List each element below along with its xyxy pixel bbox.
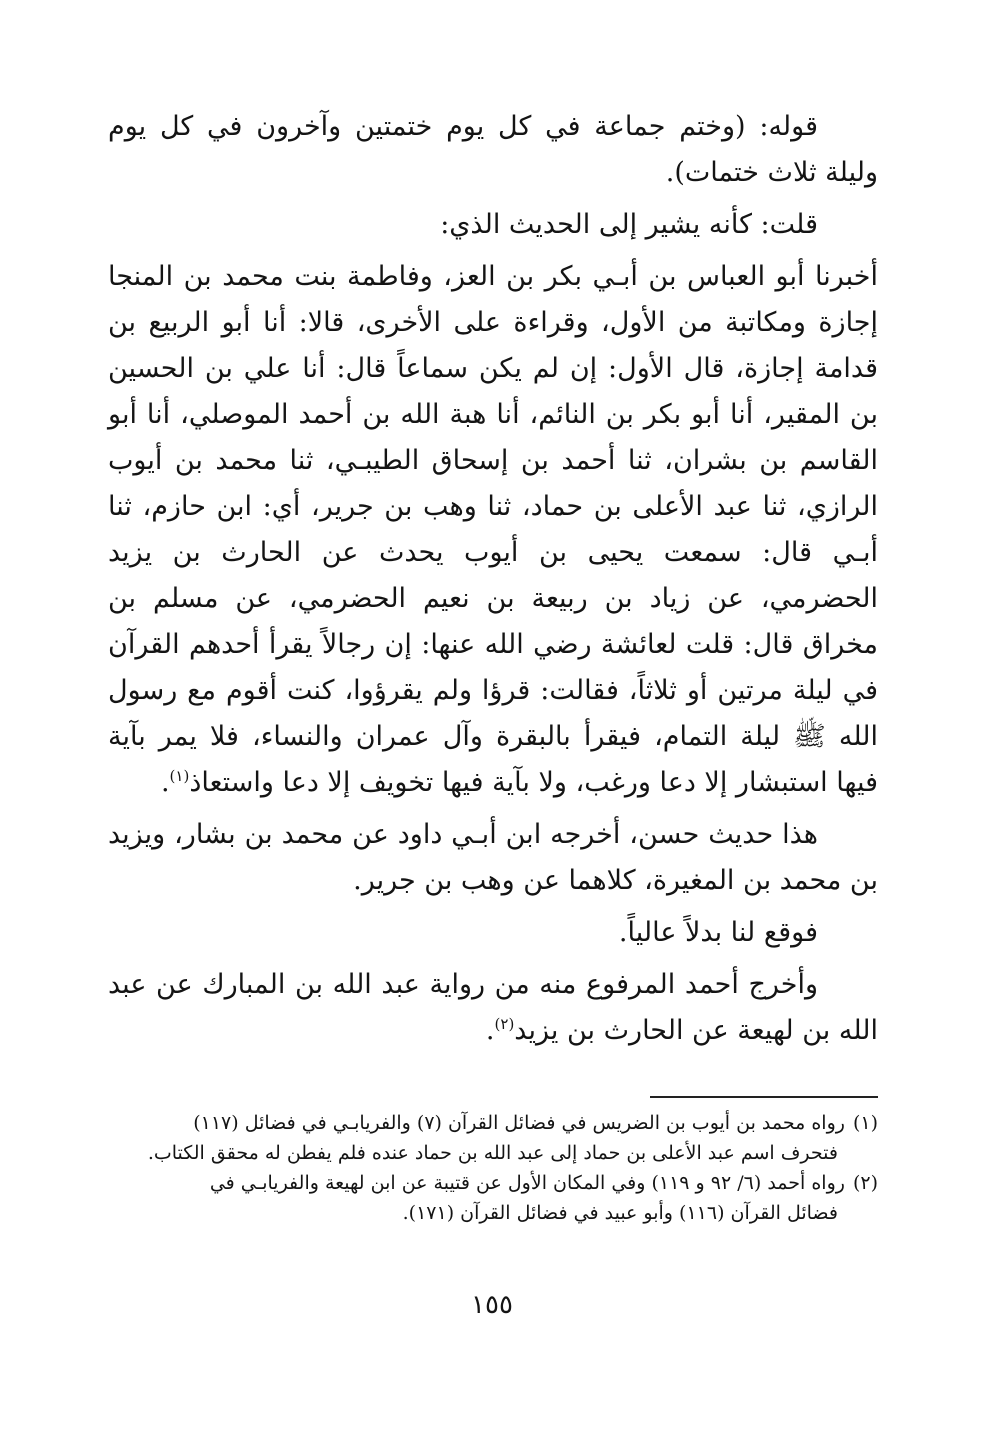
paragraph-text: وأخرج أحمد المرفوع منه من رواية عبد الله بن المبارك عن عبد الله بن لهيعة عن الحارث بن يزيد xyxy=(108,969,878,1046)
paragraph-text: هذا حديث حسن، أخرجه ابن أبـي داود عن محمد بن بشار، ويزيد بن محمد بن المغيرة، كلاهما عن وهب بن جرير. xyxy=(108,819,878,896)
paragraph-comment xyxy=(108,202,878,248)
footnote-2 xyxy=(108,1168,878,1228)
main-text xyxy=(108,104,878,1054)
footnote-divider xyxy=(650,1096,878,1098)
paragraph-quote xyxy=(108,104,878,196)
footnote-continuation: فضائل القرآن (١١٦) وأبو عبيد في فضائل القرآن (١٧١). xyxy=(402,1202,838,1224)
footnote-number: (١) xyxy=(852,1112,878,1134)
page-number: ١٥٥ xyxy=(471,1290,513,1320)
footnote-ref: (١) xyxy=(169,767,190,785)
footnotes xyxy=(108,1108,878,1228)
paragraph-ahmad xyxy=(108,962,878,1054)
paragraph-text: قوله: (وختم جماعة في كل يوم ختمتين وآخرون في كل يوم وليلة ثلاث ختمات). xyxy=(108,111,878,188)
paragraph-badal xyxy=(108,910,878,956)
footnote-ref: (٢) xyxy=(494,1015,515,1033)
paragraph-tail: . xyxy=(160,767,170,798)
footnote-number: (٢) xyxy=(852,1172,878,1194)
footnote-1 xyxy=(108,1108,878,1168)
paragraph-text: فوقع لنا بدلاً عالياً. xyxy=(618,917,818,948)
footnote-text: رواه محمد بن أيوب بن الضريس في فضائل القرآن (٧) والفريابـي في فضائل (١١٧) xyxy=(193,1112,845,1134)
paragraph-isnad xyxy=(108,254,878,806)
paragraph-text: قلت: كأنه يشير إلى الحديث الذي: xyxy=(440,209,818,240)
footnote-continuation: فتحرف اسم عبد الأعلى بن حماد إلى عبد الله بن حماد عنده فلم يفطن له محقق الكتاب. xyxy=(147,1142,838,1164)
paragraph-tail: . xyxy=(485,1015,495,1046)
paragraph-grading xyxy=(108,812,878,904)
paragraph-text: أخبرنا أبو العباس بن أبـي بكر بن العز، وفاطمة بنت محمد بن المنجا إجازة ومكاتبة من الأول، وقراءة على الأخرى، قالا: أنا أبو الربيع بن قدامة إجازة، قال الأول: إن لم يكن سماعاً قال: أنا علي بن الحسين بن المقير، أنا أبو بكر بن النائم، أنا هبة الله بن أحمد الموصلي، أنا أبو القاسم بن بشران، ثنا أحمد بن إسحاق الطيبـي، ثنا محمد بن أيوب الرازي، ثنا عبد الأعلى بن حماد، ثنا وهب بن جرير، أي: ابن حازم، ثنا أبـي قال: سمعت يحيى بن أيوب يحدث عن الحارث بن يزيد الحضرمي، عن زياد بن ربيعة بن نعيم الحضرمي، عن مسلم بن مخراق قال: قلت لعائشة رضي الله عنها: إن رجالاً يقرأ أحدهم القرآن في ليلة مرتين أو ثلاثاً، فقالت: قرؤا ولم يقرؤوا، كنت أقوم مع رسول الله ﷺ ليلة التمام، فيقرأ بالبقرة وآل عمران والنساء، فلا يمر بآية فيها استبشار إلا دعا ورغب، ولا بآية فيها تخويف إلا دعا واستعاذ xyxy=(108,261,879,798)
footnote-text: رواه أحمد (٦/ ٩٢ و ١١٩) وفي المكان الأول عن قتيبة عن ابن لهيعة والفريابـي في xyxy=(209,1172,845,1194)
